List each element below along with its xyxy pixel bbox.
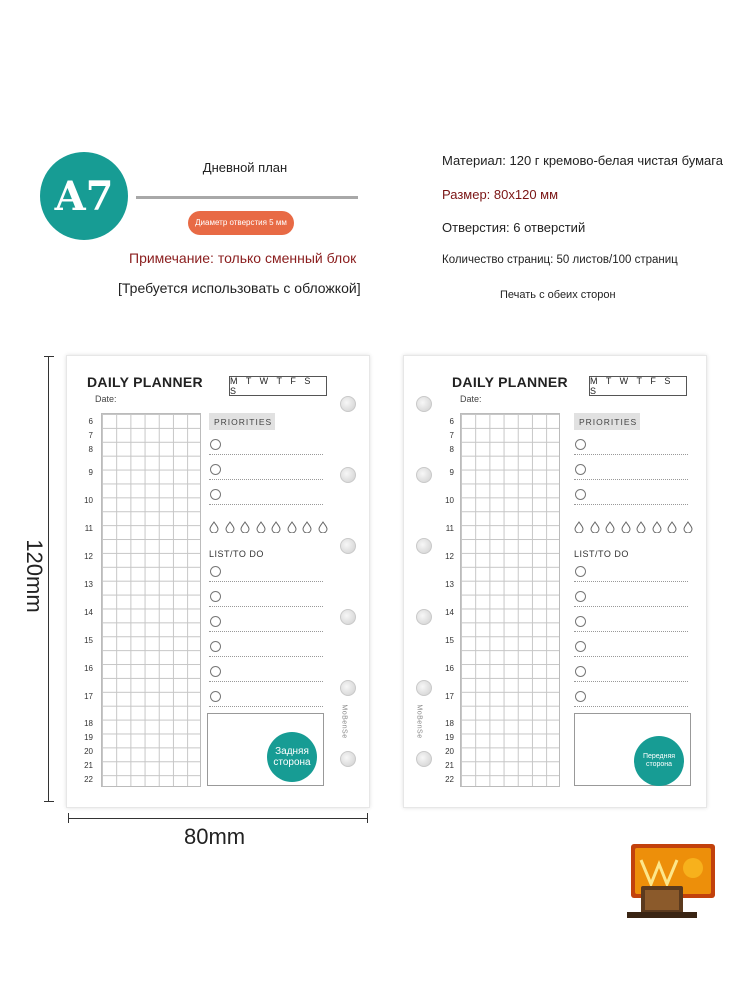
hour-label: 22	[445, 775, 454, 784]
checkbox-circle-icon	[210, 489, 221, 500]
todo-row	[209, 590, 323, 607]
weekday-box: M T W T F S S	[589, 376, 687, 396]
water-tracker	[574, 521, 694, 533]
binder-hole	[340, 538, 356, 554]
time-grid	[460, 413, 560, 787]
priority-row	[574, 463, 688, 480]
binder-hole	[416, 609, 432, 625]
binder-hole	[416, 680, 432, 696]
hour-label: 21	[84, 761, 93, 770]
water-drop-icon	[287, 521, 297, 533]
hour-label: 14	[445, 608, 454, 617]
checkbox-circle-icon	[575, 691, 586, 702]
hour-label: 19	[445, 733, 454, 742]
water-drop-icon	[652, 521, 662, 533]
checkbox-circle-icon	[575, 616, 586, 627]
list-todo-header: LIST/TO DO	[574, 549, 629, 559]
binder-hole	[340, 609, 356, 625]
hour-label: 8	[88, 445, 93, 454]
title-divider	[136, 196, 358, 199]
hour-label: 11	[84, 524, 93, 533]
priority-row	[209, 463, 323, 480]
spec-print-sides: Печать с обеих сторон	[500, 289, 616, 301]
hour-label: 17	[445, 692, 454, 701]
spec-size: Размер: 80x120 мм	[442, 187, 559, 202]
date-label: Date:	[460, 394, 482, 404]
water-drop-icon	[605, 521, 615, 533]
water-drop-icon	[574, 521, 584, 533]
water-drop-icon	[225, 521, 235, 533]
priority-row	[574, 488, 688, 505]
width-dimension-cap-right	[367, 813, 368, 823]
water-tracker	[209, 521, 329, 533]
todo-row	[574, 690, 688, 707]
binder-hole	[416, 751, 432, 767]
spec-material: Материал: 120 г кремово-белая чистая бумага	[442, 153, 723, 168]
hour-label: 6	[449, 417, 454, 426]
binder-hole	[340, 396, 356, 412]
height-dimension-cap-bottom	[44, 801, 54, 802]
hour-label: 18	[84, 719, 93, 728]
hour-label: 12	[445, 552, 454, 561]
todo-row	[574, 665, 688, 682]
a7-badge: A7	[40, 152, 128, 240]
priority-row	[574, 438, 688, 455]
todo-row	[209, 615, 323, 632]
hour-label: 13	[84, 580, 93, 589]
hour-label: 16	[445, 664, 454, 673]
hour-label: 20	[84, 747, 93, 756]
checkbox-circle-icon	[210, 591, 221, 602]
water-drop-icon	[318, 521, 328, 533]
time-grid	[101, 413, 201, 787]
height-dimension-line	[48, 356, 49, 802]
hour-label: 7	[449, 431, 454, 440]
hour-label: 22	[84, 775, 93, 784]
hour-label: 12	[84, 552, 93, 561]
hour-label: 9	[88, 468, 93, 477]
water-drop-icon	[271, 521, 281, 533]
planner-page-back	[66, 355, 370, 808]
checkbox-circle-icon	[210, 616, 221, 627]
date-label: Date:	[95, 394, 117, 404]
water-drop-icon	[667, 521, 677, 533]
priorities-header: PRIORITIES	[209, 413, 275, 430]
list-todo-header: LIST/TO DO	[209, 549, 264, 559]
todo-row	[209, 690, 323, 707]
plan-title: Дневной план	[202, 160, 288, 175]
hour-label: 15	[84, 636, 93, 645]
water-drop-icon	[590, 521, 600, 533]
note-refill-only: Примечание: только сменный блок	[129, 250, 357, 266]
water-drop-icon	[621, 521, 631, 533]
hour-label: 21	[445, 761, 454, 770]
planner-page-front	[403, 355, 707, 808]
hour-label: 20	[445, 747, 454, 756]
hour-label: 6	[88, 417, 93, 426]
front-side-badge: Передняя сторона	[634, 736, 684, 786]
todo-row	[209, 640, 323, 657]
checkbox-circle-icon	[210, 691, 221, 702]
back-side-badge: Задняя сторона	[267, 732, 317, 782]
hour-label: 15	[445, 636, 454, 645]
water-drop-icon	[256, 521, 266, 533]
hour-label: 19	[84, 733, 93, 742]
hour-label: 8	[449, 445, 454, 454]
checkbox-circle-icon	[210, 464, 221, 475]
spec-pages: Количество страниц: 50 листов/100 страниц	[442, 254, 678, 266]
todo-row	[209, 665, 323, 682]
hour-label: 16	[84, 664, 93, 673]
planner-title: DAILY PLANNER	[87, 374, 203, 390]
todo-row	[574, 640, 688, 657]
water-drop-icon	[636, 521, 646, 533]
binder-hole	[416, 538, 432, 554]
binder-hole	[416, 467, 432, 483]
width-dimension-cap-left	[68, 813, 69, 823]
hour-label: 10	[84, 496, 93, 505]
hour-label: 18	[445, 719, 454, 728]
height-dimension-cap-top	[44, 356, 54, 357]
checkbox-circle-icon	[210, 439, 221, 450]
binder-hole	[416, 396, 432, 412]
water-drop-icon	[302, 521, 312, 533]
todo-row	[574, 590, 688, 607]
todo-row	[574, 565, 688, 582]
binder-hole	[340, 680, 356, 696]
hour-label: 7	[88, 431, 93, 440]
hour-label: 9	[449, 468, 454, 477]
priorities-header: PRIORITIES	[574, 413, 640, 430]
todo-row	[574, 615, 688, 632]
priority-row	[209, 438, 323, 455]
hour-label: 17	[84, 692, 93, 701]
water-drop-icon	[683, 521, 693, 533]
brand-mark: MoBenSe	[415, 704, 423, 739]
hole-diameter-pill: Диаметр отверстия 5 мм	[188, 211, 294, 235]
todo-row	[209, 565, 323, 582]
hour-label: 10	[445, 496, 454, 505]
product-photo	[627, 838, 719, 920]
hour-label: 14	[84, 608, 93, 617]
width-dimension-line	[68, 818, 368, 819]
binder-hole	[340, 467, 356, 483]
priority-row	[209, 488, 323, 505]
checkbox-circle-icon	[575, 464, 586, 475]
checkbox-circle-icon	[575, 489, 586, 500]
checkbox-circle-icon	[210, 641, 221, 652]
planner-title: DAILY PLANNER	[452, 374, 568, 390]
checkbox-circle-icon	[575, 591, 586, 602]
hour-label: 11	[445, 524, 454, 533]
checkbox-circle-icon	[575, 641, 586, 652]
checkbox-circle-icon	[575, 566, 586, 577]
water-drop-icon	[240, 521, 250, 533]
hour-label: 13	[445, 580, 454, 589]
height-dimension-label: 120mm	[22, 539, 47, 613]
checkbox-circle-icon	[210, 666, 221, 677]
checkbox-circle-icon	[575, 439, 586, 450]
checkbox-circle-icon	[575, 666, 586, 677]
brand-mark: MoBenSe	[340, 704, 348, 739]
water-drop-icon	[209, 521, 219, 533]
spec-holes: Отверстия: 6 отверстий	[442, 220, 586, 235]
checkbox-circle-icon	[210, 566, 221, 577]
binder-hole	[340, 751, 356, 767]
weekday-box: M T W T F S S	[229, 376, 327, 396]
width-dimension-label: 80mm	[184, 824, 246, 849]
note-requires-cover: [Требуется использовать с обложкой]	[118, 280, 361, 296]
